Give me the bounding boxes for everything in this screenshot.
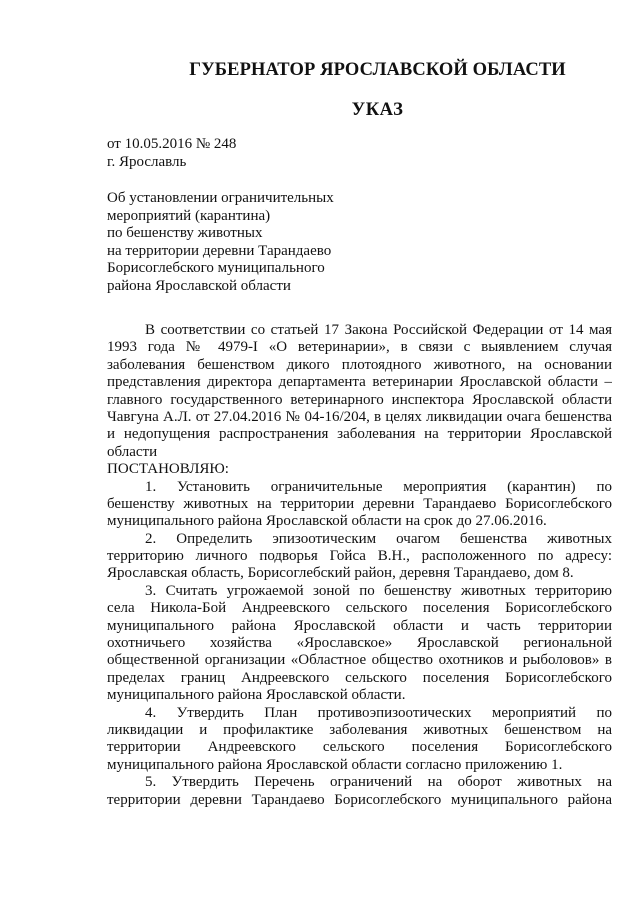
preamble-line: области [107,443,158,460]
item-5-line: 5. Утвердить Перечень ограничений на оборот животных на [145,774,612,791]
item-3-line: села Никола-Бой Андреевского сельского поселения Борисоглебского [107,600,612,617]
decree-subject [107,190,407,295]
decree-body [107,322,612,809]
preamble-line: В соответствии со статьей 17 Закона Российской Федерации от 14 мая [145,322,612,338]
subject-line: мероприятий (карантина) [107,207,271,224]
preamble-line: 1993 года № 4979-I «О ветеринарии», в связи с выявлением случая [107,339,612,356]
subject-line: на территории деревни Тарандаево [107,242,332,259]
item-2-line: территорию личного подворья Гойса В.Н., расположенного по адресу: [107,548,612,565]
item-4-line: территории Андреевского сельского поселения Борисоглебского [107,739,612,756]
item-3-line: общественной организации «Областное общество охотников и рыболовов» в [107,652,612,669]
item-1-line: муниципального района Ярославской области на срок до 27.06.2016. [107,513,547,530]
item-1-line: 1. Установить ограничительные мероприятия (карантин) по [145,478,612,495]
subject-line: Борисоглебского муниципального [107,260,325,276]
subject-line: района Ярославской области [107,277,291,294]
issuer-title: ГУБЕРНАТОР ЯРОСЛАВСКОЙ ОБЛАСТИ [189,60,566,80]
preamble-line: заболевания бешенством дикого плотоядного животного, на основании [107,356,612,373]
item-2-line: 2. Определить эпизоотическим очагом бешенства животных [145,530,612,547]
item-5-line: территории деревни Тарандаево Борисоглебского муниципального района [107,791,612,808]
resolve-word: ПОСТАНОВЛЯЮ: [107,461,229,478]
subject-line: Об установлении ограничительных [107,190,334,206]
city: г. Ярославль [107,153,187,170]
preamble-line: и недопущения распространения заболевания на территории Ярославской [107,426,612,443]
item-1-line: бешенству животных на территории деревни Тарандаево Борисоглебского [107,495,612,512]
item-3-line: 3. Считать угрожаемой зоной по бешенству животных территорию [145,582,612,599]
subject-line: по бешенству животных [107,225,263,241]
preamble-line: Чавгуна А.Л. от 27.04.2016 № 04-16/204, в целях ликвидации очага бешенства [107,408,612,425]
item-3-line: охотничьего хозяйства «Ярославское» Ярославской региональной [107,635,612,652]
item-3-line: муниципального района Ярославской области. [107,687,406,704]
item-3-line: муниципального района Ярославской области и часть территории [107,617,612,634]
document-type: УКАЗ [351,100,404,120]
item-3-line: пределах границ Андреевского сельского поселения Борисоглебского [107,669,612,686]
item-4-line: муниципального района Ярославской области согласно приложению 1. [107,756,563,773]
preamble-line: представления директора департамента ветеринарии Ярославской области – [107,374,612,391]
item-2-line: Ярославская область, Борисоглебский район, деревня Тарандаево, дом 8. [107,565,574,582]
item-4-line: 4. Утвердить План противоэпизоотических мероприятий по [145,704,612,721]
preamble-line: главного государственного ветеринарного инспектора Ярославской области [107,391,612,408]
date-number: от 10.05.2016 № 248 [107,136,237,152]
item-4-line: ликвидации и профилактике заболевания животных бешенством на [107,721,612,738]
